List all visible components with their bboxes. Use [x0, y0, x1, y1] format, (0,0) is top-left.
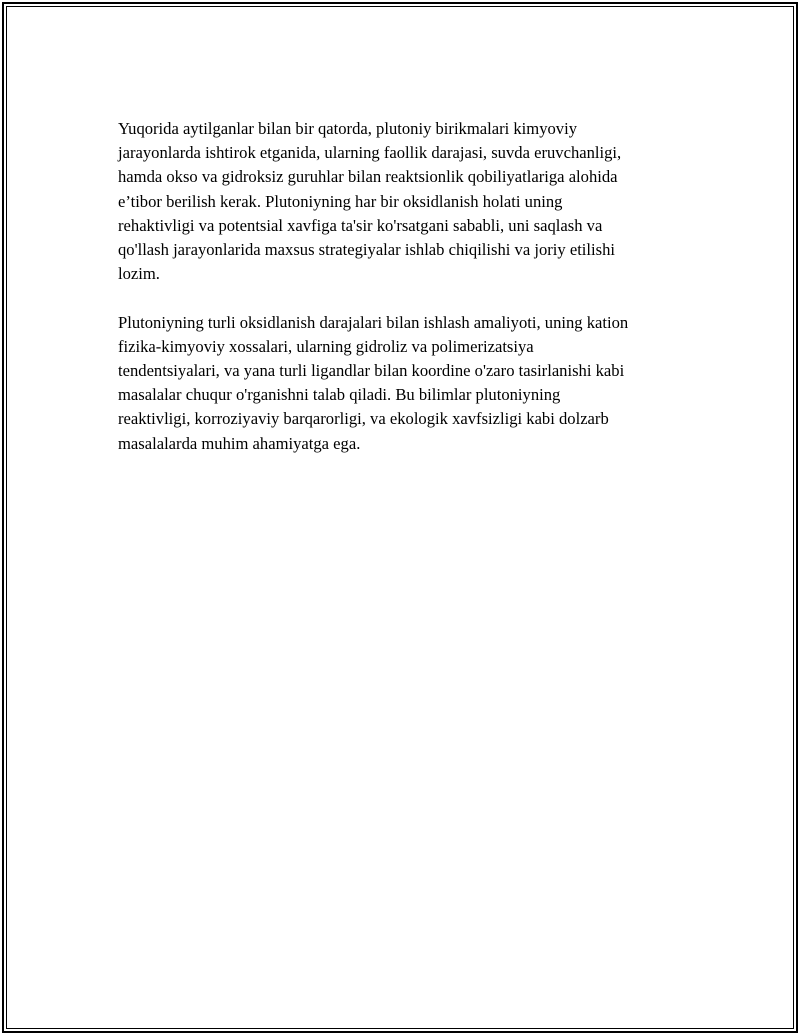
paragraph-1: Yuqorida aytilganlar bilan bir qatorda, plutoniy birikmalari kimyoviy jarayonlarda ishtirok etganida, ularning faollik darajasi, suvda eruvchanligi, hamda okso va gidroksiz guruhlar bilan reaktsionlik qobiliyatlariga alohida e’tibor berilish kerak. Plutoniyning har bir oksidlanish holati uning rehaktivligi va potentsial xavfiga ta'sir ko'rsatgani sababli, uni saqlash va qo'llash jarayonlarida maxsus strategiyalar ishlab chiqilishi va joriy etilishi lozim. — [118, 119, 622, 284]
paragraph-2: Plutoniyning turli oksidlanish darajalari bilan ishlash amaliyoti, uning kation fizika-kimyoviy xossalari, ularning gidroliz va polimerizatsiya tendentsiyalari, va yana turli ligandlar bilan koordine o'zaro tasirlanishi kabi masalalar chuqur o'rganishni talab qiladi. Bu bilimlar plutoniyning reaktivligi, korroziyaviy barqarorligi, va ekologik xavfsizligi kabi dolzarb masalalarda muhim ahamiyatga ega. — [118, 312, 629, 453]
document-body — [118, 117, 698, 480]
